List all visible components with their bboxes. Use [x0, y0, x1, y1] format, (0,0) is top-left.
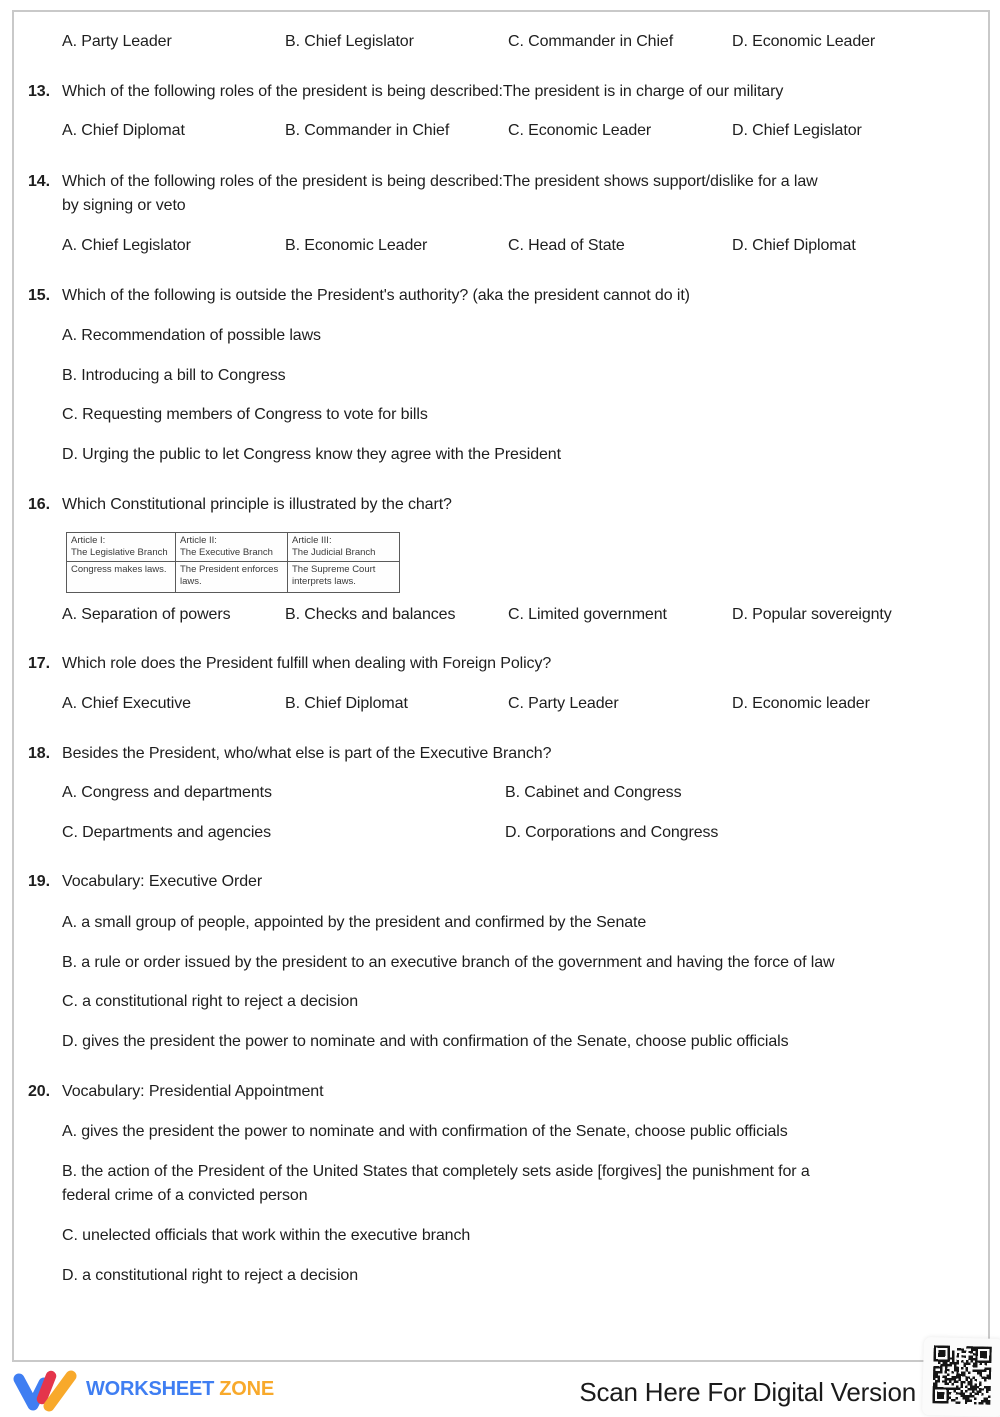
question-18-number: 18.: [28, 745, 50, 762]
question-20-text: Vocabulary: Presidential Appointment: [62, 1083, 324, 1100]
option-b: B. Checks and balances: [285, 606, 456, 623]
question-18: [0, 742, 1000, 766]
article2-branch: The Executive Branch: [180, 547, 273, 558]
article1-description: Congress makes laws.: [67, 562, 176, 593]
option-b: B. Commander in Chief: [285, 122, 450, 139]
question-19-number: 19.: [28, 873, 50, 890]
question-15: [0, 284, 1000, 308]
question-20-option-b-row-2: [0, 1184, 1000, 1208]
option-c: C. Limited government: [508, 606, 667, 623]
option-b: B. a rule or order issued by the president to an executive branch of the government and having the force of law: [62, 954, 835, 971]
option-d: D. Economic Leader: [732, 33, 876, 50]
option-a: A. gives the president the power to nominate and with confirmation of the Senate, choose public officials: [62, 1123, 788, 1140]
question-19-option-b-row: [0, 951, 1000, 975]
question-16-number: 16.: [28, 496, 50, 513]
option-b: B. Cabinet and Congress: [505, 784, 682, 801]
question-15-option-b-row: [0, 364, 1000, 388]
question-15-number: 15.: [28, 287, 50, 304]
option-d: D. gives the president the power to nominate and with confirmation of the Senate, choose public officials: [62, 1033, 789, 1050]
article3-description: The Supreme Court interprets laws.: [288, 562, 400, 593]
question-19-text: Vocabulary: Executive Order: [62, 873, 263, 890]
option-a: A. a small group of people, appointed by the president and confirmed by the Senate: [62, 914, 647, 931]
worksheetzone-w-icon: [13, 1370, 79, 1417]
question-20-option-a-row: [0, 1120, 1000, 1144]
question-20-option-d-row: [0, 1264, 1000, 1288]
option-b-line2: federal crime of a convicted person: [62, 1187, 308, 1204]
option-c: C. a constitutional right to reject a decision: [62, 993, 359, 1010]
question-13-text: Which of the following roles of the president is being described:The president is in charge of our military: [62, 83, 784, 100]
question-19: [0, 870, 1000, 894]
option-a: A. Congress and departments: [62, 784, 272, 801]
footer: [0, 1362, 1000, 1414]
question-17-options-row: [0, 692, 1000, 716]
question-12-options-row: [0, 30, 1000, 54]
question-14-options-row: [0, 234, 1000, 258]
option-c: C. Economic Leader: [508, 122, 652, 139]
option-a: A. Chief Legislator: [62, 237, 191, 254]
question-13-number: 13.: [28, 83, 50, 100]
option-a: A. Recommendation of possible laws: [62, 327, 321, 344]
question-17-number: 17.: [28, 655, 50, 672]
question-15-text: Which of the following is outside the President's authority? (aka the president cannot do it): [62, 287, 690, 304]
article3-branch: The Judicial Branch: [292, 547, 376, 558]
option-c: C. unelected officials that work within the executive branch: [62, 1227, 471, 1244]
worksheetzone-logo: [86, 1377, 274, 1401]
scan-here-text: Scan Here For Digital Version: [579, 1377, 916, 1407]
article1-label: Article I:: [71, 535, 106, 546]
option-d: D. Urging the public to let Congress know they agree with the President: [62, 446, 561, 463]
option-d: D. Popular sovereignty: [732, 606, 892, 623]
question-20-option-c-row: [0, 1224, 1000, 1248]
question-19-option-a-row: [0, 911, 1000, 935]
qr-code-icon: [932, 1345, 991, 1404]
question-16: [0, 493, 1000, 517]
brand-zone: ZONE: [219, 1378, 274, 1400]
question-20: [0, 1080, 1000, 1104]
option-c: C. Departments and agencies: [62, 824, 271, 841]
option-d: D. a constitutional right to reject a decision: [62, 1267, 359, 1284]
question-14-text-line1: Which of the following roles of the president is being described:The president shows support/dislike for a law: [62, 173, 818, 190]
option-c: C. Commander in Chief: [508, 33, 674, 50]
option-a: A. Party Leader: [62, 33, 172, 50]
option-b: B. Chief Diplomat: [285, 695, 408, 712]
table-body-row: [67, 562, 400, 593]
question-16-text: Which Constitutional principle is illustrated by the chart?: [62, 496, 452, 513]
question-16-options-row: [0, 603, 1000, 627]
article3-label: Article III:: [292, 535, 332, 546]
option-d: D. Chief Legislator: [732, 122, 862, 139]
question-14: [0, 170, 1000, 194]
question-19-option-c-row: [0, 990, 1000, 1014]
option-d: D. Economic leader: [732, 695, 870, 712]
option-b: B. Introducing a bill to Congress: [62, 367, 286, 384]
question-20-number: 20.: [28, 1083, 50, 1100]
option-a: A. Separation of powers: [62, 606, 231, 623]
option-d: D. Corporations and Congress: [505, 824, 719, 841]
option-b-line1: B. the action of the President of the United States that completely sets aside [forgives] the punishment for a: [62, 1163, 810, 1180]
question-18-options-row-1: [0, 781, 1000, 805]
option-c: C. Requesting members of Congress to vote for bills: [62, 406, 428, 423]
question-14-text-line2: by signing or veto: [62, 197, 186, 214]
option-a: A. Chief Executive: [62, 695, 191, 712]
question-17-text: Which role does the President fulfill when dealing with Foreign Policy?: [62, 655, 552, 672]
question-18-text: Besides the President, who/what else is part of the Executive Branch?: [62, 745, 552, 762]
option-c: C. Head of State: [508, 237, 625, 254]
option-b: B. Economic Leader: [285, 237, 428, 254]
article2-label: Article II:: [180, 535, 217, 546]
article2-description: The President enforces laws.: [176, 562, 288, 593]
table-header-row: [67, 533, 400, 562]
question-13-options-row: [0, 119, 1000, 143]
question-15-option-a-row: [0, 324, 1000, 348]
question-15-option-c-row: [0, 403, 1000, 427]
qr-card: [922, 1337, 1000, 1417]
option-b: B. Chief Legislator: [285, 33, 414, 50]
question-14-number: 14.: [28, 173, 50, 190]
question-20-option-b-row: [0, 1160, 1000, 1184]
question-19-option-d-row: [0, 1030, 1000, 1054]
question-13: [0, 80, 1000, 104]
question-17: [0, 652, 1000, 676]
question-18-options-row-2: [0, 821, 1000, 845]
brand-worksheet: WORKSHEET: [86, 1378, 215, 1400]
option-d: D. Chief Diplomat: [732, 237, 856, 254]
constitution-articles-table: [66, 532, 400, 593]
question-15-option-d-row: [0, 443, 1000, 467]
option-a: A. Chief Diplomat: [62, 122, 185, 139]
option-c: C. Party Leader: [508, 695, 619, 712]
question-14-text-continued: [0, 194, 1000, 218]
article1-branch: The Legislative Branch: [71, 547, 168, 558]
